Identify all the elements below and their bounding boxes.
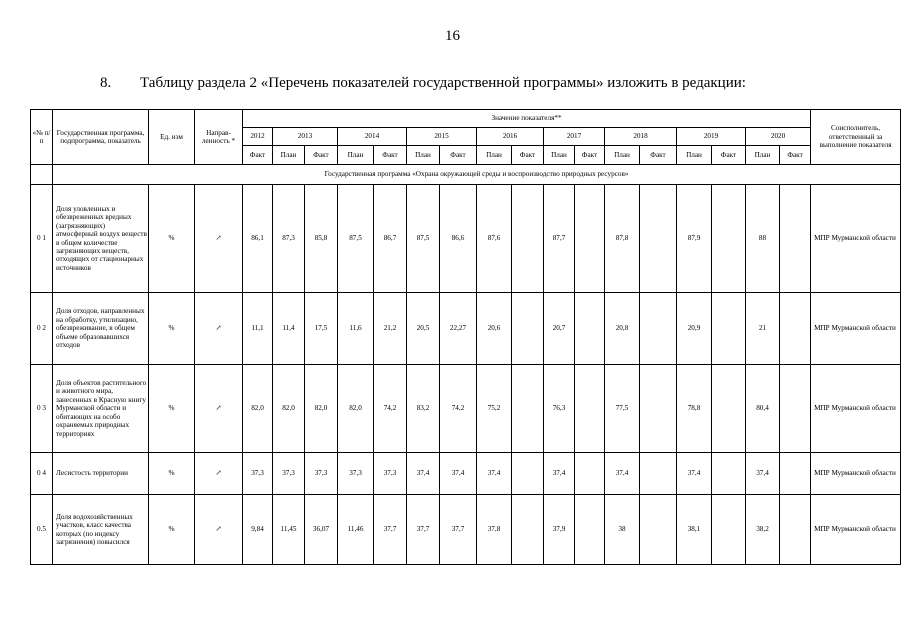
value-cell: 37,4 bbox=[440, 453, 477, 495]
value-cell: 87,6 bbox=[477, 185, 512, 293]
row-number: 0 2 bbox=[31, 293, 53, 365]
value-cell bbox=[575, 185, 605, 293]
value-cell: 82,0 bbox=[305, 365, 338, 453]
value-cell: 86,6 bbox=[440, 185, 477, 293]
value-cell: 36,07 bbox=[305, 495, 338, 565]
value-cell: 88 bbox=[746, 185, 780, 293]
value-cell: 86,7 bbox=[374, 185, 407, 293]
indicators-table bbox=[30, 109, 901, 565]
value-cell: 37,4 bbox=[544, 453, 575, 495]
value-cell bbox=[780, 185, 811, 293]
header-num: «№ п/п bbox=[31, 110, 53, 165]
value-cell bbox=[512, 293, 544, 365]
value-cell: 74,2 bbox=[374, 365, 407, 453]
row-number: 0.5 bbox=[31, 495, 53, 565]
value-cell: 20,7 bbox=[544, 293, 575, 365]
value-cell: 37,4 bbox=[605, 453, 640, 495]
value-cell bbox=[575, 293, 605, 365]
value-cell: 21 bbox=[746, 293, 780, 365]
indicator-name: Лесистость территории bbox=[53, 453, 149, 495]
value-cell: 86,1 bbox=[243, 185, 273, 293]
indicator-name: Доля объектов растительного и животного мира, занесенных в Красную книгу Мурманской области и обитающих на особо охраняемых природных территориях bbox=[53, 365, 149, 453]
value-cell: 37,7 bbox=[440, 495, 477, 565]
value-cell: 83,2 bbox=[407, 365, 440, 453]
value-cell: 37,4 bbox=[677, 453, 712, 495]
header-plan: План bbox=[407, 146, 440, 165]
header-year-2012: 2012 bbox=[243, 128, 273, 146]
header-plan: План bbox=[338, 146, 374, 165]
value-cell: 38,1 bbox=[677, 495, 712, 565]
unit-cell: % bbox=[149, 453, 195, 495]
value-cell: 82,0 bbox=[273, 365, 305, 453]
header-fact: Факт bbox=[374, 146, 407, 165]
value-cell: 82,0 bbox=[338, 365, 374, 453]
header-name: Государственная программа, подпрограмма, показатель bbox=[53, 110, 149, 165]
header-plan: План bbox=[273, 146, 305, 165]
value-cell: 37,7 bbox=[374, 495, 407, 565]
value-cell: 78,8 bbox=[677, 365, 712, 453]
value-cell bbox=[712, 185, 746, 293]
value-cell: 82,0 bbox=[243, 365, 273, 453]
value-cell bbox=[640, 185, 677, 293]
value-cell: 20,6 bbox=[477, 293, 512, 365]
heading-text: Таблицу раздела 2 «Перечень показателей государственной программы» изложить в редакции: bbox=[140, 75, 746, 91]
header-year-2016: 2016 bbox=[477, 128, 544, 146]
header-fact: Факт bbox=[243, 146, 273, 165]
value-cell bbox=[640, 365, 677, 453]
responsible-cell: МПР Мурманской области bbox=[811, 293, 901, 365]
value-cell: 20,5 bbox=[407, 293, 440, 365]
value-cell bbox=[780, 293, 811, 365]
header-year-2020: 2020 bbox=[746, 128, 811, 146]
value-cell bbox=[512, 495, 544, 565]
unit-cell: % bbox=[149, 185, 195, 293]
value-cell: 11,1 bbox=[243, 293, 273, 365]
unit-cell: % bbox=[149, 365, 195, 453]
header-plan: План bbox=[677, 146, 712, 165]
responsible-cell: МПР Мурманской области bbox=[811, 365, 901, 453]
value-cell: 37,8 bbox=[477, 495, 512, 565]
unit-cell: % bbox=[149, 495, 195, 565]
indicator-name: Доля водохозяйственных участков, класс качества которых (по индексу загрязнения) повысился bbox=[53, 495, 149, 565]
header-fact: Факт bbox=[440, 146, 477, 165]
value-cell: 87,9 bbox=[677, 185, 712, 293]
value-cell: 76,3 bbox=[544, 365, 575, 453]
responsible-cell: МПР Мурманской области bbox=[811, 185, 901, 293]
direction-icon: ↗ bbox=[195, 365, 243, 453]
header-year-2019: 2019 bbox=[677, 128, 746, 146]
header-year-2017: 2017 bbox=[544, 128, 605, 146]
header-year-2014: 2014 bbox=[338, 128, 407, 146]
section-heading bbox=[100, 75, 746, 92]
value-cell bbox=[640, 453, 677, 495]
value-cell bbox=[512, 365, 544, 453]
value-cell: 37,3 bbox=[305, 453, 338, 495]
row-number: 0 4 bbox=[31, 453, 53, 495]
value-cell: 37,3 bbox=[273, 453, 305, 495]
page-number: 16 bbox=[445, 28, 460, 44]
value-cell: 37,4 bbox=[407, 453, 440, 495]
value-cell: 21,2 bbox=[374, 293, 407, 365]
value-cell: 87,3 bbox=[273, 185, 305, 293]
direction-icon: ↗ bbox=[195, 293, 243, 365]
value-cell: 87,5 bbox=[338, 185, 374, 293]
value-cell bbox=[712, 495, 746, 565]
header-fact: Факт bbox=[512, 146, 544, 165]
header-plan: План bbox=[477, 146, 512, 165]
table-row bbox=[31, 365, 901, 453]
heading-item-number: 8. bbox=[100, 75, 112, 91]
value-cell: 87,5 bbox=[407, 185, 440, 293]
header-plan: План bbox=[746, 146, 780, 165]
value-cell bbox=[712, 365, 746, 453]
header-fact: Факт bbox=[305, 146, 338, 165]
value-cell bbox=[575, 453, 605, 495]
value-cell: 38 bbox=[605, 495, 640, 565]
value-cell bbox=[512, 453, 544, 495]
value-cell: 77,5 bbox=[605, 365, 640, 453]
header-year-2013: 2013 bbox=[273, 128, 338, 146]
header-plan: План bbox=[605, 146, 640, 165]
value-cell: 9,84 bbox=[243, 495, 273, 565]
value-cell bbox=[512, 185, 544, 293]
header-responsible: Соисполнитель, ответственный за выполнение показателя bbox=[811, 110, 901, 165]
value-cell: 11,45 bbox=[273, 495, 305, 565]
value-cell bbox=[575, 495, 605, 565]
value-cell: 37,3 bbox=[243, 453, 273, 495]
value-cell bbox=[780, 365, 811, 453]
value-cell: 37,4 bbox=[746, 453, 780, 495]
value-cell: 37,9 bbox=[544, 495, 575, 565]
value-cell bbox=[780, 495, 811, 565]
value-cell: 74,2 bbox=[440, 365, 477, 453]
value-cell bbox=[575, 365, 605, 453]
value-cell: 75,2 bbox=[477, 365, 512, 453]
value-cell bbox=[712, 453, 746, 495]
value-cell: 11,6 bbox=[338, 293, 374, 365]
direction-icon: ↗ bbox=[195, 453, 243, 495]
value-cell: 38,2 bbox=[746, 495, 780, 565]
value-cell bbox=[640, 495, 677, 565]
header-fact: Факт bbox=[575, 146, 605, 165]
value-cell bbox=[780, 453, 811, 495]
table-row bbox=[31, 293, 901, 365]
direction-icon: ↗ bbox=[195, 185, 243, 293]
table-row bbox=[31, 453, 901, 495]
indicator-name: Доля уловленных и обезвреженных вредных (загрязняющих) атмосферный воздух веществ в общем количестве загрязняющих веществ, отходящих от стационарных источников bbox=[53, 185, 149, 293]
value-cell: 85,8 bbox=[305, 185, 338, 293]
indicator-name: Доля отходов, направленных на обработку, утилизацию, обезвреживание, в общем объеме образовавшихся отходов bbox=[53, 293, 149, 365]
table-row bbox=[31, 495, 901, 565]
value-cell: 80,4 bbox=[746, 365, 780, 453]
value-cell: 87,7 bbox=[544, 185, 575, 293]
header-year-2018: 2018 bbox=[605, 128, 677, 146]
header-plan: План bbox=[544, 146, 575, 165]
value-cell: 17,5 bbox=[305, 293, 338, 365]
value-cell bbox=[712, 293, 746, 365]
direction-icon: ↗ bbox=[195, 495, 243, 565]
value-cell: 11,4 bbox=[273, 293, 305, 365]
value-cell: 37,3 bbox=[338, 453, 374, 495]
value-cell: 37,7 bbox=[407, 495, 440, 565]
value-cell: 20,8 bbox=[605, 293, 640, 365]
value-cell: 20,9 bbox=[677, 293, 712, 365]
header-year-2015: 2015 bbox=[407, 128, 477, 146]
program-title: Государственная программа «Охрана окружающей среды и воспроизводство природных ресурсов» bbox=[53, 165, 901, 185]
header-values-group: Значение показателя** bbox=[243, 110, 811, 128]
unit-cell: % bbox=[149, 293, 195, 365]
table-row bbox=[31, 185, 901, 293]
row-number: 0 1 bbox=[31, 185, 53, 293]
header-fact: Факт bbox=[640, 146, 677, 165]
header-direction: Направ-ленность * bbox=[195, 110, 243, 165]
value-cell: 37,3 bbox=[374, 453, 407, 495]
header-unit: Ед. изм bbox=[149, 110, 195, 165]
responsible-cell: МПР Мурманской области bbox=[811, 453, 901, 495]
value-cell: 87,8 bbox=[605, 185, 640, 293]
value-cell bbox=[640, 293, 677, 365]
responsible-cell: МПР Мурманской области bbox=[811, 495, 901, 565]
header-fact: Факт bbox=[712, 146, 746, 165]
value-cell: 22,27 bbox=[440, 293, 477, 365]
header-fact: Факт bbox=[780, 146, 811, 165]
value-cell: 37,4 bbox=[477, 453, 512, 495]
value-cell: 11,46 bbox=[338, 495, 374, 565]
row-number: 0 3 bbox=[31, 365, 53, 453]
